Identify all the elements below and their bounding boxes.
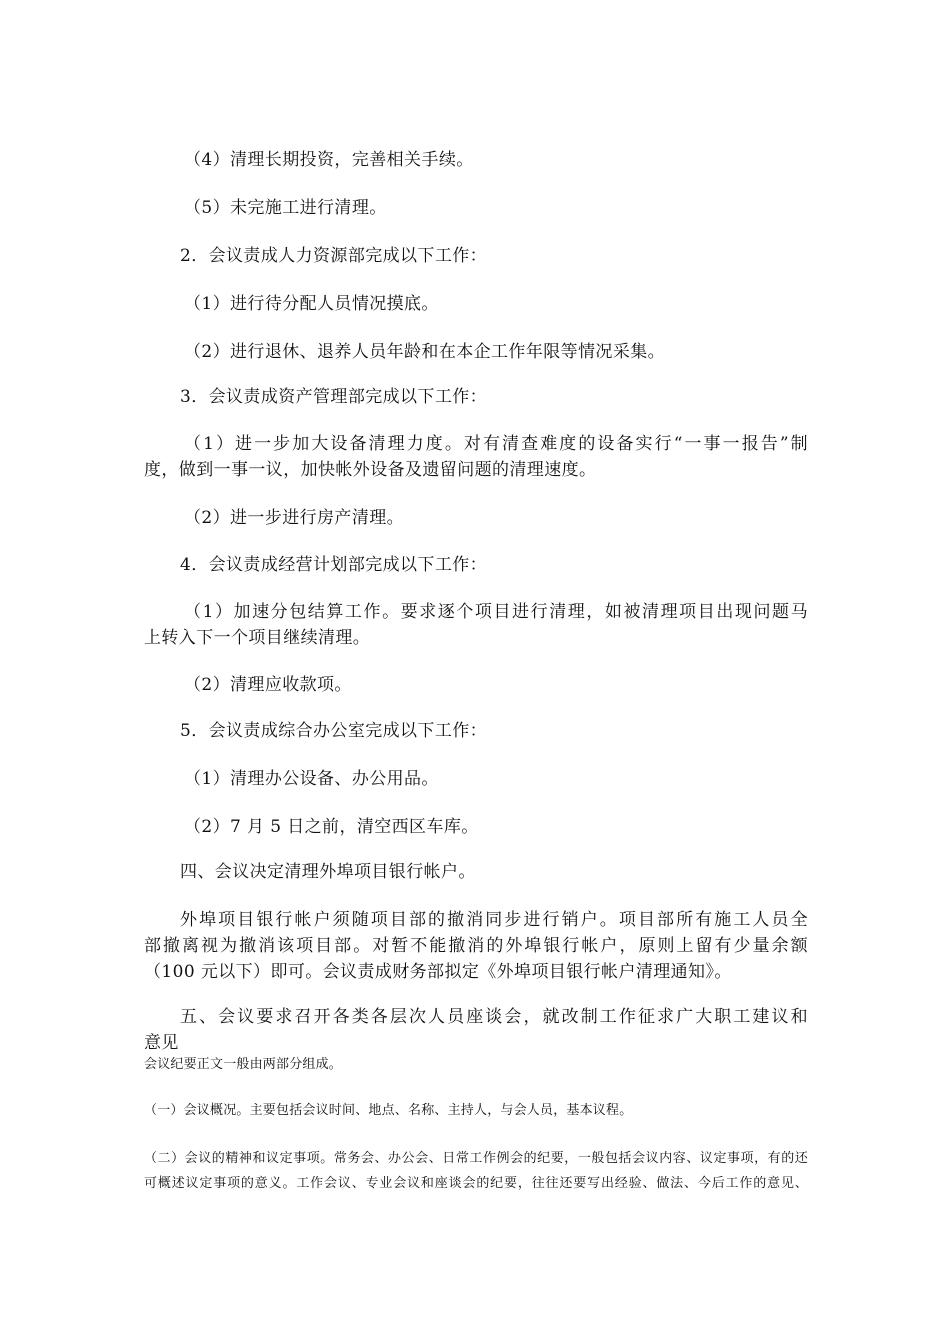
heading-hr-department: 2．会议责成人力资源部完成以下工作： [180, 246, 488, 266]
note-spirit-line1: （二）会议的精神和议定事项。常务会、办公会、日常工作例会的纪要，一般包括会议内容、议定事项，有的还 [144, 1151, 808, 1166]
paragraph-asset-2: （2）进一步进行房产清理。 [184, 508, 405, 528]
paragraph-asset-1-line1: （1）进一步加大设备清理力度。对有清查难度的设备实行“一事一报告”制 [184, 434, 808, 454]
note-overview: （一）会议概况。主要包括会议时间、地点、名称、主持人，与会人员，基本议程。 [144, 1103, 633, 1118]
paragraph-planning-1-line1: （1）加速分包结算工作。要求逐个项目进行清理，如被清理项目出现问题马 [184, 602, 808, 622]
heading-office-department: 5．会议责成综合办公室完成以下工作： [180, 721, 488, 741]
section-five-heading-line1: 五、会议要求召开各类各层次人员座谈会，就改制工作征求广大职工建议和 [180, 1007, 808, 1027]
note-intro: 会议纪要正文一般由两部分组成。 [144, 1057, 343, 1072]
heading-asset-department: 3．会议责成资产管理部完成以下工作： [180, 387, 488, 407]
section-four-body-line1: 外埠项目银行帐户须随项目部的撤消同步进行销户。项目部所有施工人员全 [180, 910, 808, 930]
section-four-body-line3: （100 元以下）即可。会议责成财务部拟定《外埠项目银行帐户清理通知》。 [144, 962, 732, 982]
paragraph-hr-1: （1）进行待分配人员情况摸底。 [184, 294, 439, 314]
paragraph-hr-2: （2）进行退休、退养人员年龄和在本企工作年限等情况采集。 [184, 342, 666, 362]
paragraph-office-1: （1）清理办公设备、办公用品。 [184, 769, 439, 789]
section-four-heading: 四、会议决定清理外埠项目银行帐户。 [180, 862, 476, 882]
section-four-body-line2: 部撤离视为撤消该项目部。对暂不能撤消的外埠银行帐户，原则上留有少量余额 [144, 936, 808, 956]
paragraph-4-1: （4）清理长期投资，完善相关手续。 [184, 150, 474, 170]
paragraph-asset-1-line2: 度，做到一事一议，加快帐外设备及遗留问题的清理速度。 [144, 460, 597, 480]
section-five-heading-line2: 意见 [144, 1033, 179, 1053]
paragraph-office-2: （2）7 月 5 日之前，清空西区车库。 [184, 817, 479, 837]
paragraph-4-2: （5）未完施工进行清理。 [184, 198, 387, 218]
paragraph-planning-2: （2）清理应收款项。 [184, 675, 352, 695]
paragraph-planning-1-line2: 上转入下一个项目继续清理。 [144, 628, 371, 648]
heading-planning-department: 4．会议责成经营计划部完成以下工作： [180, 555, 488, 575]
note-spirit-line2: 可概述议定事项的意义。工作会议、专业会议和座谈会的纪要，往往还要写出经验、做法、今后工作的意见、 [144, 1176, 808, 1191]
